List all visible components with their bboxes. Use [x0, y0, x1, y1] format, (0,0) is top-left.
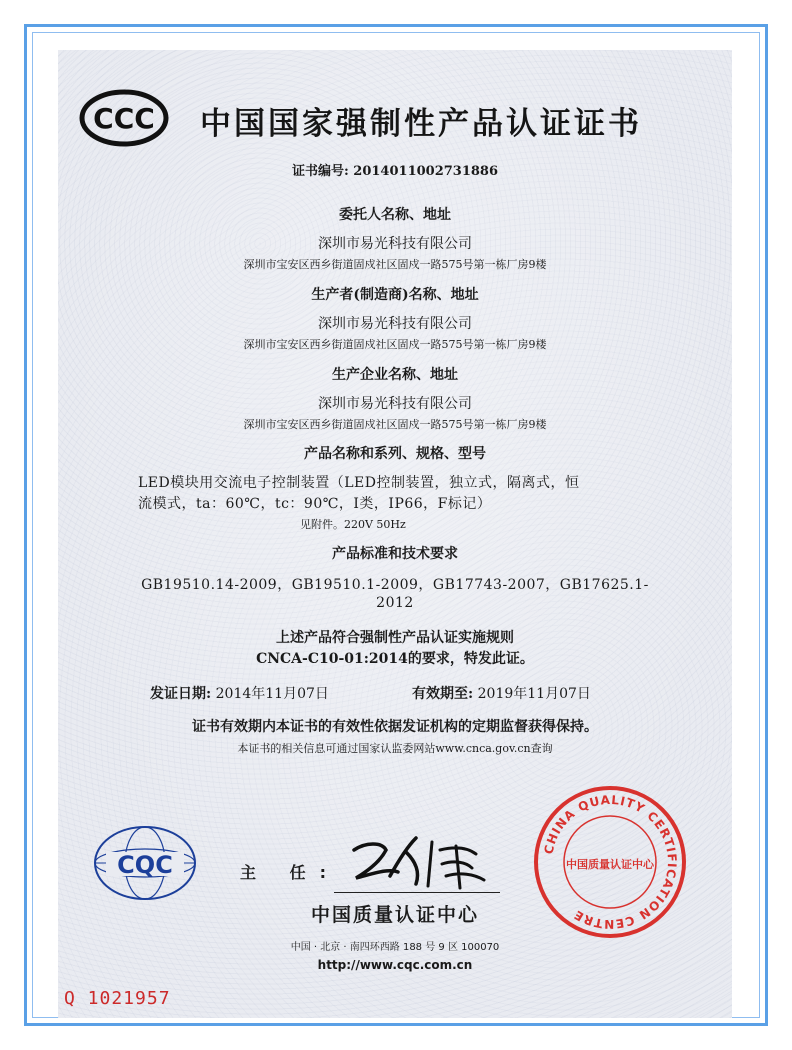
organization-address: 中国 · 北京 · 南四环西路 188 号 9 区 100070	[290, 942, 500, 953]
red-seal-icon	[530, 782, 690, 942]
manufacturer-address: 深圳市宝安区西乡街道固戍社区固戍一路575号第一栋厂房9楼	[243, 338, 547, 351]
client-address: 深圳市宝安区西乡街道固戍社区固戍一路575号第一栋厂房9楼	[243, 258, 547, 271]
organization-name: 中国质量认证中心	[310, 904, 479, 926]
standards-heading: 产品标准和技术要求	[332, 546, 458, 562]
query-note: 本证书的相关信息可通过国家认监委网站www.cnca.gov.cn查询	[237, 742, 553, 755]
product-line-3: 见附件。220V 50Hz	[300, 518, 406, 531]
issue-date	[150, 683, 329, 703]
valid-date-label: 有效期至:	[412, 686, 474, 702]
issue-date-label: 发证日期:	[150, 686, 212, 702]
product-line-2: 流模式，ta：60℃，tc：90℃，Ⅰ类，IP66，F标记）	[138, 496, 492, 512]
signature-line	[334, 892, 500, 893]
certificate-number-label: 证书编号:	[291, 164, 349, 179]
validity-note: 证书有效期内本证书的有效性依据发证机构的定期监督获得保持。	[192, 719, 598, 735]
chief-signature	[336, 828, 496, 898]
client-heading: 委托人名称、地址	[339, 207, 451, 223]
product-heading: 产品名称和系列、规格、型号	[304, 446, 486, 462]
seal-ring-text: CHINA QUALITY CERTIFICATION CENTRE	[541, 792, 680, 932]
standards-line-1: GB19510.14-2009，GB19510.1-2009，GB17743-2007，GB17625.1-	[141, 577, 649, 593]
statement-line-2: CNCA-C10-01:2014的要求，特发此证。	[256, 651, 534, 667]
cqc-logo-icon	[90, 822, 200, 904]
factory-heading: 生产企业名称、地址	[332, 367, 458, 383]
manufacturer-name: 深圳市易光科技有限公司	[318, 316, 472, 332]
factory-name: 深圳市易光科技有限公司	[318, 396, 472, 412]
seal-center-text: 中国质量认证中心	[566, 858, 654, 871]
statement-line-1: 上述产品符合强制性产品认证实施规则	[276, 630, 514, 646]
chief-label: 主 任:	[240, 863, 340, 882]
standards-line-2: 2012	[376, 595, 414, 611]
manufacturer-heading: 生产者(制造商)名称、地址	[311, 287, 479, 303]
ccc-logo-icon	[78, 88, 170, 148]
serial-number: Q 1021957	[64, 988, 171, 1009]
certificate-number	[58, 160, 732, 179]
factory-address: 深圳市宝安区西乡街道固戍社区固戍一路575号第一栋厂房9楼	[243, 418, 547, 431]
ccc-logo-text: CCC	[93, 102, 155, 135]
issue-date-value: 2014年11月07日	[215, 686, 329, 702]
valid-date	[412, 683, 591, 703]
certificate-title: 中国国家强制性产品认证证书	[200, 106, 642, 142]
product-line-1: LED模块用交流电子控制装置（LED控制装置，独立式，隔离式，恒	[138, 475, 580, 491]
valid-date-value: 2019年11月07日	[477, 686, 591, 702]
client-name: 深圳市易光科技有限公司	[318, 236, 472, 252]
organization-url: http://www.cqc.com.cn	[317, 958, 473, 972]
cqc-logo-text: CQC	[117, 851, 173, 879]
certificate-number-value: 2014011002731886	[353, 164, 499, 179]
